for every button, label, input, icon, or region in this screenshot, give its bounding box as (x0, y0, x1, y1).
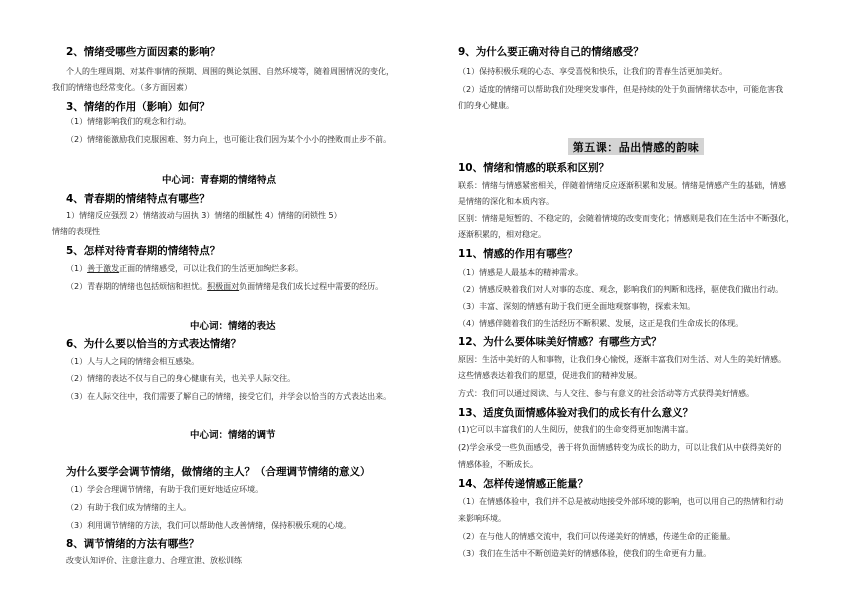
q10-answer-line: 逐渐积累的，相对稳定。 (458, 230, 546, 239)
q12-answer-line: 原因：生活中美好的人和事物，让我们身心愉悦，逐渐丰富我们对生活、对人生的美好情感。 (458, 355, 786, 364)
q10-answer-line: 区别：情绪是短暂的、不稳定的，会随着情境的改变而变化；情感则是我们在生活中不断强化， (458, 214, 794, 223)
q12-answer-line: 方式：我们可以通过阅读、与人交往、参与有意义的社会活动等方式获得美好情感。 (458, 389, 754, 398)
q14-heading: 14、怎样传递情感正能量？ (458, 478, 589, 490)
q13-answer-item: 情感体验，不断成长。 (458, 460, 538, 469)
q10-answer-line: 联系：情绪与情感紧密相关，伴随着情绪反应逐渐积累和发展。情绪是情感产生的基础，情感 (458, 181, 786, 190)
q4-heading: 4、青春期的情绪特点有哪些？ (66, 193, 210, 205)
section-center-heading: 中心词：青春期的情绪特点 (162, 175, 277, 186)
q14-answer-item: 来影响环境。 (458, 514, 506, 523)
q5-heading: 5、怎样对待青春期的情绪特点？ (66, 245, 221, 257)
q4-answer-line: 1）情绪反应强烈 2）情绪波动与固执 3）情绪的细腻性 4）情绪的闭锁性 5） (66, 211, 342, 220)
q5-answer-item: （2）青春期的情绪也包括烦恼和担忧。积极面对负面情绪是我们成长过程中需要的经历。 (66, 282, 384, 291)
q11-answer-item: （2）情感反映着我们对人对事的态度、观念，影响我们的判断和选择，驱使我们做出行动。 (458, 285, 784, 294)
q13-answer-item: (2)学会承受一些负面感受，善于将负面情感转变为成长的助力，可以让我们从中获得美好的 (458, 443, 782, 452)
q7-answer-item: （1）学会合理调节情绪，有助于我们更好地适应环境。 (66, 485, 264, 494)
q13-answer-item: (1)它可以丰富我们的人生阅历，使我们的生命变得更加饱满丰富。 (458, 425, 694, 434)
lesson-banner: 第五课：品出情感的韵味 (568, 138, 704, 155)
q11-answer-item: （1）情感是人最基本的精神需求。 (458, 268, 584, 277)
q11-heading: 11、情感的作用有哪些？ (458, 248, 578, 260)
q6-answer-item: （2）情绪的表达不仅与自己的身心健康有关，也关乎人际交往。 (66, 374, 296, 383)
underlined-phrase: 积极面对 (207, 282, 240, 291)
q4-answer-line: 情绪的表现性 (52, 227, 100, 236)
q8-heading: 8、调节情绪的方法有哪些？ (66, 538, 200, 550)
section-center-heading: 中心词：情绪的表达 (190, 321, 276, 332)
q3-heading: 3、情绪的作用（影响）如何？ (66, 101, 210, 113)
q10-heading: 10、情绪和情感的联系和区别？ (458, 162, 610, 174)
q11-answer-item: （4）情感伴随着我们的生活经历不断积累、发展，这正是我们生命成长的体现。 (458, 319, 744, 328)
q5-answer-item: （1）善于激发正面的情绪感受，可以让我们的生活更加绚烂多彩。 (66, 264, 304, 273)
q3-answer-item: （1）情绪影响我们的观念和行动。 (66, 117, 192, 126)
q6-answer-item: （1）人与人之间的情绪会相互感染。 (66, 357, 200, 366)
q7-answer-item: （2）有助于我们成为情绪的主人。 (66, 503, 192, 512)
q14-answer-item: （1）在情感体验中，我们并不总是被动地接受外部环境的影响，也可以用自己的热情和行动 (458, 497, 784, 506)
q2-answer-line: 个人的生理周期、对某件事情的预期、周围的舆论氛围、自然环境等，随着周围情况的变化， (66, 67, 394, 76)
q9-answer-item: （1）保持积极乐观的心态、享受喜悦和快乐，让我们的青春生活更加美好。 (458, 67, 728, 76)
q6-answer-item: （3）在人际交往中，我们需要了解自己的情绪，接受它们，并学会以恰当的方式表达出来。 (66, 392, 392, 401)
q9-answer-item: （2）适度的情绪可以帮助我们处理突发事件，但是持续的处于负面情绪状态中，可能危害我 (458, 85, 784, 94)
q12-heading: 12、为什么要体味美好情感？有哪些方式？ (458, 336, 662, 348)
section-center-heading: 中心词：情绪的调节 (190, 430, 276, 441)
underlined-phrase: 善于激发 (87, 264, 120, 273)
q9-answer-item: 们的身心健康。 (458, 101, 514, 110)
q6-heading: 6、为什么要以恰当的方式表达情绪？ (66, 338, 242, 350)
q8-answer-line: 改变认知评价、注意注意力、合理宣泄、放松训练 (66, 556, 242, 565)
q9-heading: 9、为什么要正确对待自己的情绪感受？ (458, 46, 644, 58)
q10-answer-line: 是情绪的深化和本质内容。 (458, 197, 554, 206)
q11-answer-item: （3）丰富、深刻的情感有助于我们更全面地观察事物，探索未知。 (458, 302, 696, 311)
q2-heading: 2、情绪受哪些方面因素的影响？ (66, 46, 221, 58)
q7-heading: 为什么要学会调节情绪，做情绪的主人？（合理调节情绪的意义） (66, 466, 371, 478)
q12-answer-line: 这些情感表达着我们的愿望，促进我们的精神发展。 (458, 371, 642, 380)
q2-answer-line: 我们的情绪也经常变化。（多方面因素） (52, 83, 192, 92)
q7-answer-item: （3）利用调节情绪的方法，我们可以帮助他人改善情绪，保持积极乐观的心境。 (66, 521, 352, 530)
q14-answer-item: （2）在与他人的情感交流中，我们可以传递美好的情感，传递生命的正能量。 (458, 532, 736, 541)
q14-answer-item: （3）我们在生活中不断创造美好的情感体验，使我们的生命更有力量。 (458, 549, 712, 558)
q13-heading: 13、适度负面情感体验对我们的成长有什么意义？ (458, 407, 694, 419)
q3-answer-item: （2）情绪能激励我们克服困难、努力向上，也可能让我们因为某个小小的挫败而止步不前。 (66, 135, 392, 144)
